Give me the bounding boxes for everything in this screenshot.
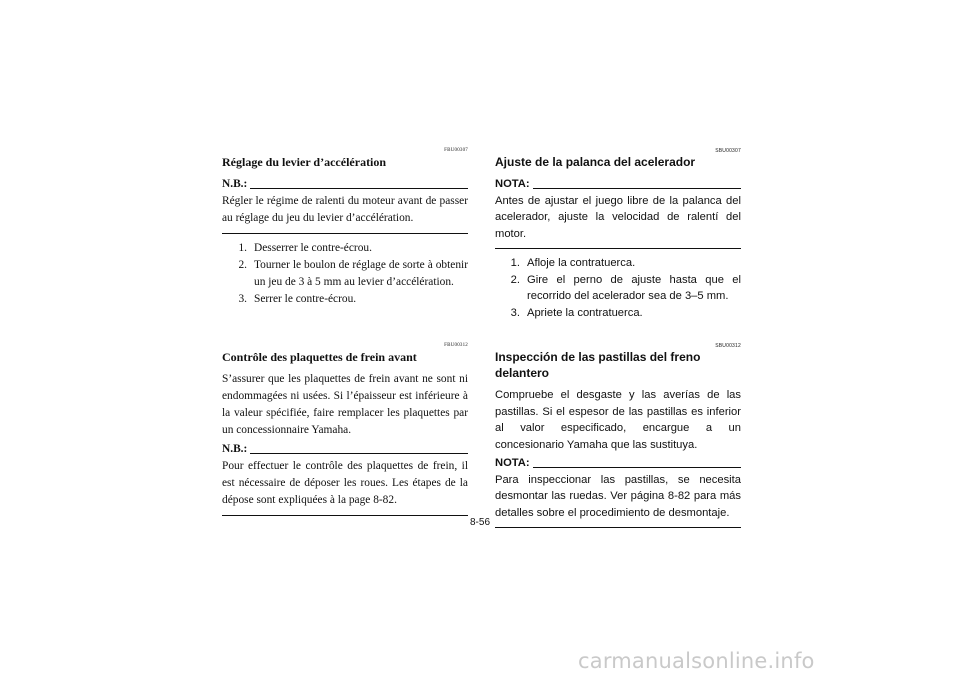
steps-list	[222, 240, 468, 308]
section-title: Réglage du levier d’accélération	[222, 155, 387, 169]
note-label: NOTA:	[495, 457, 530, 469]
page-number: 8-56	[469, 517, 490, 528]
section-code: FBU00312	[444, 343, 468, 348]
fr-throttle-section	[222, 148, 468, 308]
step-number: 3.	[238, 293, 247, 305]
note-end-rule	[222, 515, 468, 516]
es-brake-pads-section	[495, 343, 741, 534]
section-title: Ajuste de la palanca del acelerador	[495, 155, 696, 169]
note-end-rule	[222, 233, 468, 234]
step-text: Gire el perno de ajuste hasta que el recorrido del acelerador sea de 3–5 mm.	[527, 273, 741, 302]
section-title: Contrôle des plaquettes de frein avant	[222, 350, 417, 364]
step-text: Afloje la contratuerca.	[527, 257, 636, 269]
note-rule	[250, 188, 468, 189]
list-item	[495, 305, 741, 322]
section-code: FBU00307	[444, 148, 468, 153]
note-header	[495, 455, 741, 472]
note-header	[222, 176, 468, 193]
note-end-rule	[495, 248, 741, 249]
step-number: 3.	[510, 306, 520, 319]
note-rule	[533, 188, 741, 189]
step-text: Tourner le boulon de réglage de sorte à obtenir un jeu de 3 à 5 mm au levier d’accélération.	[254, 259, 468, 288]
fr-brake-pads-section	[222, 343, 468, 522]
section-code: SBU00307	[715, 148, 741, 154]
note-text: Régler le régime de ralenti du moteur avant de passer au réglage du jeu du levier d’accélération.	[222, 195, 468, 224]
es-throttle-section	[495, 148, 741, 321]
note-rule	[250, 453, 468, 454]
note-text: Pour effectuer le contrôle des plaquettes de frein, il est nécessaire de déposer les roues. Les étapes de la dépose sont expliquées à la page 8-82.	[222, 460, 468, 506]
list-item	[495, 255, 741, 272]
note-header	[222, 441, 468, 458]
section-title: Inspección de las pastillas del freno delantero	[495, 350, 701, 380]
list-item	[495, 272, 741, 305]
section-code: SBU00312	[715, 343, 741, 349]
watermark: carmanualsonline.info	[578, 649, 815, 673]
note-label: NOTA:	[495, 178, 530, 190]
section-body: Compruebe el desgaste y las averías de las pastillas. Si el espesor de las pastillas es inferior al valor especificado, encargue a un concesionario Yamaha que las sustituya.	[495, 389, 741, 451]
step-number: 2.	[238, 259, 247, 271]
note-label: N.B.:	[222, 178, 248, 190]
note-label: N.B.:	[222, 443, 248, 455]
section-body: S’assurer que les plaquettes de frein avant ne sont ni endommagées ni usées. Si l’épaisseur est inférieure à la valeur spécifiée, faire remplacer les plaquettes par un concessionnaire Yamaha.	[222, 373, 468, 436]
step-number: 2.	[510, 273, 520, 286]
step-number: 1.	[510, 257, 520, 269]
step-text: Serrer le contre-écrou.	[254, 293, 357, 305]
note-text: Antes de ajustar el juego libre de la palanca del acelerador, ajuste la velocidad de ralentí del motor.	[495, 194, 741, 240]
list-item	[222, 257, 468, 291]
steps-list	[495, 255, 741, 321]
note-header	[495, 176, 741, 193]
note-rule	[533, 467, 741, 468]
list-item	[222, 291, 468, 308]
step-number: 1.	[238, 242, 247, 254]
list-item	[222, 240, 468, 257]
step-text: Desserrer le contre-écrou.	[254, 242, 372, 254]
note-end-rule	[495, 527, 741, 528]
note-text: Para inspeccionar las pastillas, se necesita desmontar las ruedas. Ver página 8-82 para más detalles sobre el procedimiento de desmontaje.	[495, 473, 741, 519]
step-text: Apriete la contratuerca.	[527, 306, 643, 319]
